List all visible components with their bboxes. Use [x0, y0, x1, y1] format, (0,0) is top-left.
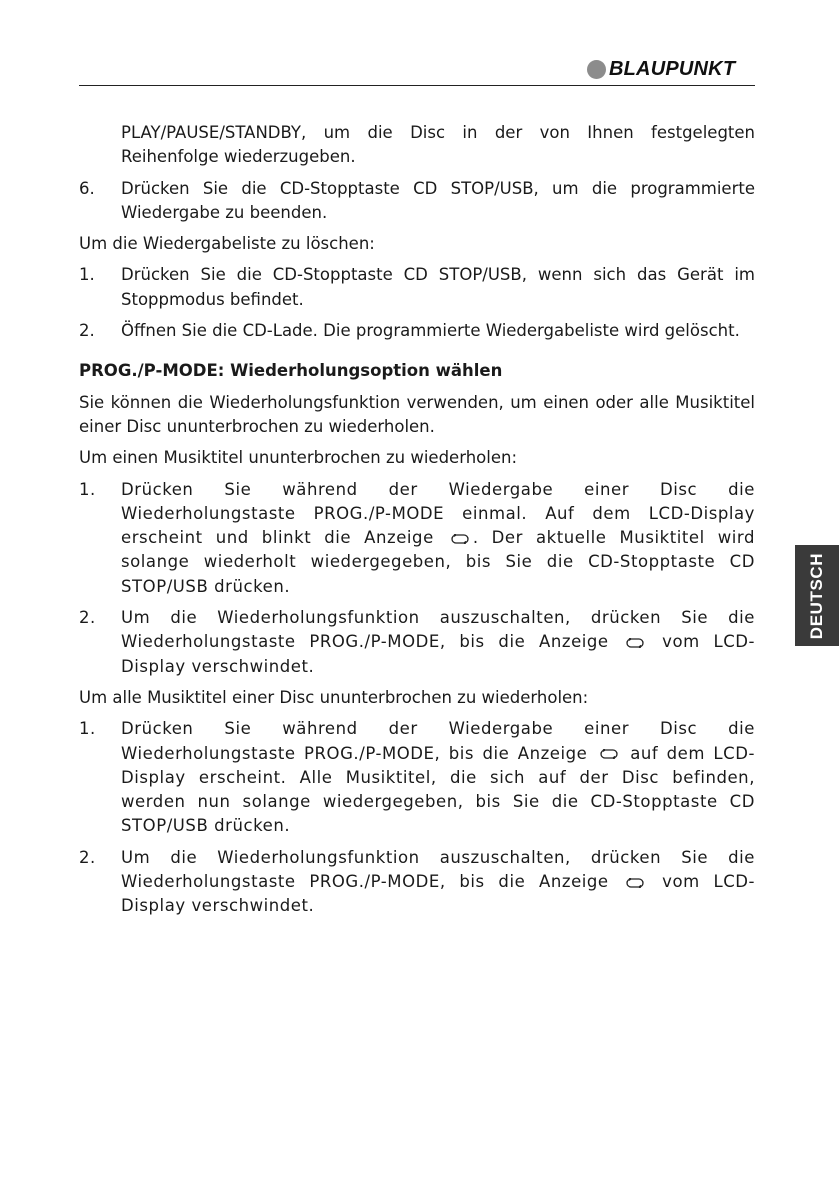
language-tab	[795, 545, 839, 646]
step-text: Um die Wiederholungsfunktion auszuschalten, drücken Sie die Wiederholungstaste PROG./P-MODE, bis die Anzeige	[121, 608, 755, 652]
section-heading: PROG./P-MODE: Wiederholungsoption wählen	[79, 361, 503, 381]
step-text: Öffnen Sie die CD-Lade. Die programmierte Wiedergabeliste wird gelöscht.	[121, 321, 740, 341]
language-tab-label: DEUTSCH	[807, 552, 826, 639]
page-content	[79, 121, 755, 919]
logo-circle-icon	[587, 60, 606, 79]
step-number: 2.	[79, 321, 95, 341]
list-item	[79, 319, 755, 343]
list-item	[79, 478, 755, 599]
list-item	[79, 121, 755, 170]
step-text: Drücken Sie die CD-Stopptaste CD STOP/USB, wenn sich das Gerät im Stoppmodus befindet.	[121, 265, 755, 309]
step-number: 6.	[79, 178, 95, 198]
step-number: 2.	[79, 608, 96, 628]
list-item	[79, 263, 755, 312]
step-text-cont: vom LCD-Display verschwindet.	[121, 632, 756, 676]
step-text: Drücken Sie die CD-Stopptaste CD STOP/USB, um die programmierte Wiedergabe zu beenden.	[121, 178, 755, 222]
repeat-icon	[625, 638, 645, 648]
step-number: 1.	[79, 479, 96, 499]
step-text: Drücken Sie während der Wiedergabe einer Disc die Wiederholungstaste PROG./P-MODE einmal. Auf dem LCD-Display erscheint und blinkt die Anzeige	[121, 479, 755, 548]
list-item	[79, 606, 755, 679]
repeat-icon	[450, 534, 470, 544]
step-number: 2.	[79, 847, 96, 867]
step-text: Drücken Sie während der Wiedergabe einer Disc die Wiederholungstaste PROG./P-MODE, bis die Anzeige	[121, 719, 755, 763]
brand-logo	[587, 58, 735, 81]
section-intro: Sie können die Wiederholungsfunktion verwenden, um einen oder alle Musiktitel einer Disc ununterbrochen zu wiederholen.	[79, 392, 755, 436]
repeat-icon	[599, 749, 619, 759]
repeat-icon	[625, 878, 645, 888]
list-item	[79, 717, 755, 838]
list-item	[79, 846, 755, 919]
header-divider	[79, 85, 755, 86]
step-text-cont: vom LCD-Display verschwindet.	[121, 872, 756, 916]
clear-playlist-intro: Um die Wiedergabeliste zu löschen:	[79, 234, 375, 254]
continued-text: PLAY/PAUSE/STANDBY, um die Disc in der von Ihnen festgelegten Reihenfolge wiederzugeben.	[121, 123, 755, 167]
all-repeat-intro: Um alle Musiktitel einer Disc ununterbrochen zu wiederholen:	[79, 687, 589, 707]
step-text-cont: . Der aktuelle Musiktitel wird solange wiederholt wiedergegeben, bis Sie die CD-Stopptaste CD STOP/USB drücken.	[121, 528, 756, 596]
list-item	[79, 177, 755, 226]
single-repeat-intro: Um einen Musiktitel ununterbrochen zu wiederholen:	[79, 448, 517, 468]
brand-name: BLAUPUNKT	[609, 58, 736, 80]
step-number: 1.	[79, 265, 95, 285]
step-text: Um die Wiederholungsfunktion auszuschalten, drücken Sie die Wiederholungstaste PROG./P-MODE, bis die Anzeige	[121, 847, 755, 892]
step-number: 1.	[79, 719, 96, 739]
step-text-cont: auf dem LCD-Display erscheint. Alle Musiktitel, die sich auf der Disc befinden, werden nun solange wiedergegeben, bis Sie die CD-Stopptaste CD STOP/USB drücken.	[121, 743, 755, 836]
